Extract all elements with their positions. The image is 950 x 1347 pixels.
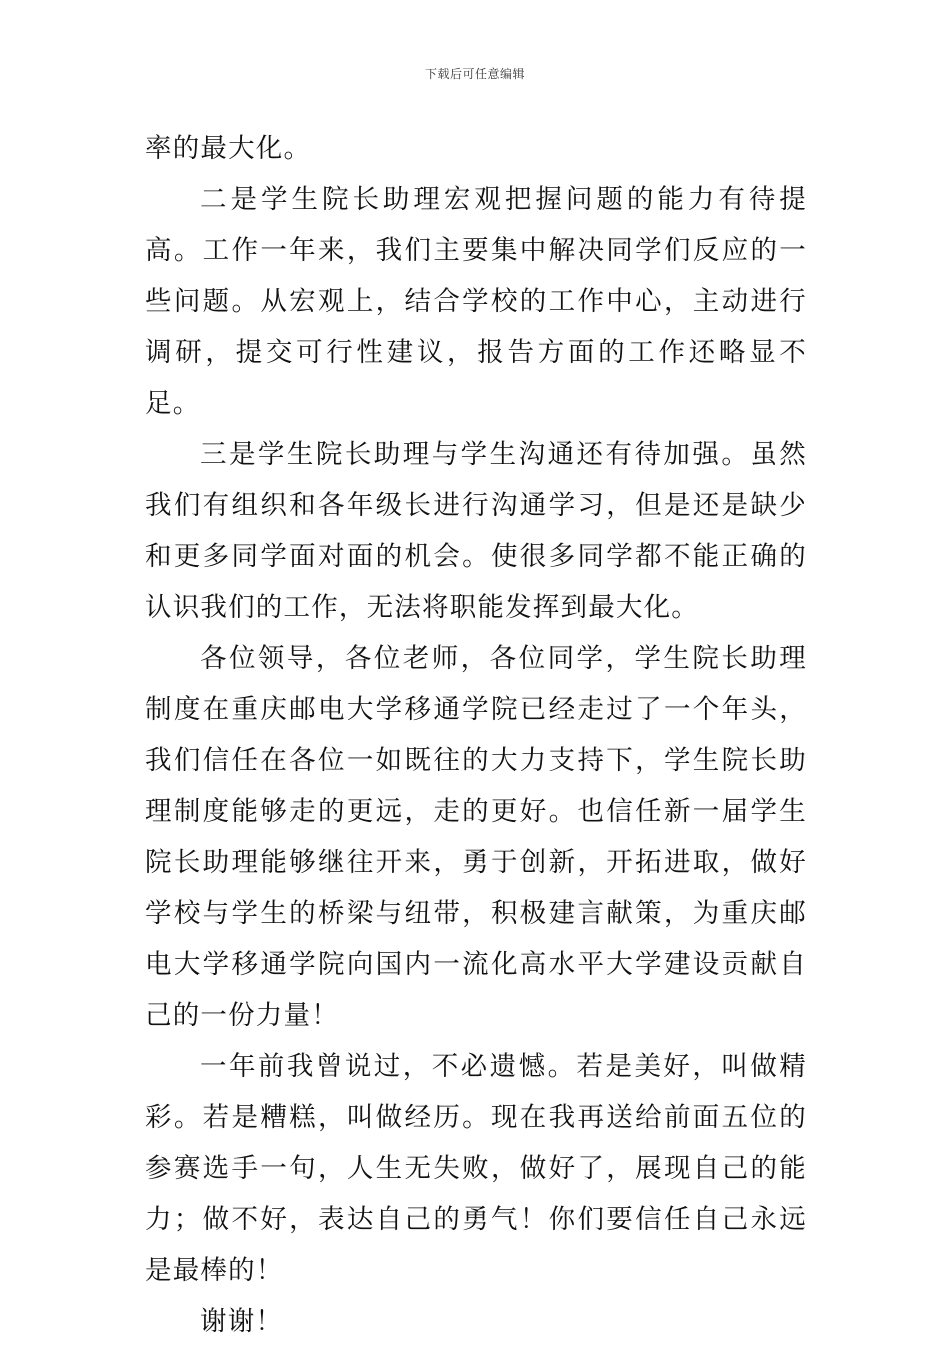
document-body (145, 123, 807, 1347)
paragraph-thanks: 谢谢！ (200, 1306, 284, 1337)
paragraph-point-two: 二是学生院长助理宏观把握问题的能力有待提高。工作一年来，我们主要集中解决同学们反应的一些问题。从宏观上，结合学校的工作中心，主动进行调研，提交可行性建议，报告方面的工作还略显不足。 (145, 184, 807, 419)
page-header-note: 下载后可任意编辑 (424, 67, 525, 81)
paragraph-address: 各位领导，各位老师，各位同学，学生院长助理制度在重庆邮电大学移通学院已经走过了一个年头，我们信任在各位一如既往的大力支持下，学生院长助理制度能够走的更远，走的更好。也信任新一届学生院长助理能够继往开来，勇于创新，开拓进取，做好学校与学生的桥梁与纽带，积极建言献策，为重庆邮电大学移通学院向国内一流化高水平大学建设贡献自己的一份力量！ (145, 643, 807, 1031)
paragraph-continuation: 率的最大化。 (145, 133, 312, 164)
paragraph-closing: 一年前我曾说过，不必遗憾。若是美好，叫做精彩。若是糟糕，叫做经历。现在我再送给前面五位的参赛选手一句，人生无失败，做好了，展现自己的能力；做不好，表达自己的勇气！你们要信任自己永远是最棒的！ (145, 1051, 807, 1286)
paragraph-point-three: 三是学生院长助理与学生沟通还有待加强。虽然我们有组织和各年级长进行沟通学习，但是还是缺少和更多同学面对面的机会。使很多同学都不能正确的认识我们的工作，无法将职能发挥到最大化。 (145, 439, 807, 623)
